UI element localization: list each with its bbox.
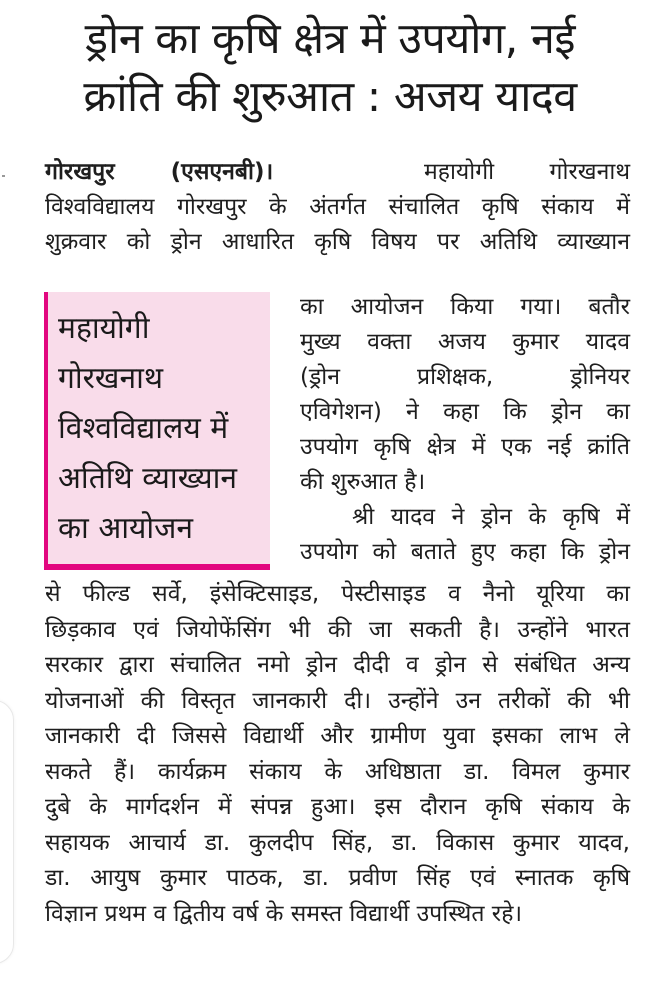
pull-quote-line: विश्वविद्यालय में — [58, 411, 229, 446]
body-line: डा. आयुष कुमार पाठक, डा. प्रवीण सिंह एवं स्नातक कृषि — [45, 865, 630, 891]
screen-edge-overlay — [0, 700, 14, 964]
body-line: मुख्य वक्ता अजय कुमार यादव — [300, 329, 630, 355]
pull-quote-line: महायोगी — [58, 311, 150, 346]
body-line: सकते हैं। कार्यक्रम संकाय के अधिष्ठाता डा. विमल कुमार — [45, 758, 630, 785]
pull-quote-line: अतिथि व्याख्यान — [58, 461, 238, 496]
body-line: विज्ञान प्रथम व द्वितीय वर्ष के समस्त विद्यार्थी उपस्थित रहे। — [45, 900, 523, 927]
intro-line-2: विश्वविद्यालय गोरखपुर के अंतर्गत संचालित कृषि संकाय में — [45, 194, 630, 220]
headline-line-1: ड्रोन का कृषि क्षेत्र में उपयोग, नई — [85, 14, 575, 64]
body-line: दुबे के मार्गदर्शन में संपन्न हुआ। इस दौरान कृषि संकाय के — [45, 794, 630, 820]
pull-quote-line: का आयोजन — [58, 511, 194, 546]
pull-quote-box — [44, 292, 270, 570]
body-line: एविगेशन) ने कहा कि ड्रोन का — [300, 399, 630, 425]
body-line: सरकार द्वारा संचालित नमो ड्रोन दीदी व ड्रोन से संबंधित अन्य — [45, 652, 630, 678]
body-line: (ड्रोन प्रशिक्षक, ड्रोनियर — [300, 364, 630, 390]
body-line: श्री यादव ने ड्रोन के कृषि में — [352, 504, 630, 530]
intro-paragraph — [45, 155, 630, 260]
right-column-paragraph — [300, 290, 630, 570]
body-line: उपयोग को बताते हुए कहा कि ड्रोन — [300, 539, 630, 565]
body-line: योजनाओं की विस्तृत जानकारी दी। उन्होंने उन तरीकों की भी — [45, 687, 630, 714]
pull-quote-line: गोरखनाथ — [58, 361, 164, 396]
body-line: जानकारी दी जिससे विद्यार्थी और ग्रामीण युवा इसका लाभ ले — [45, 723, 630, 749]
dateline: गोरखपुर (एसएनबी)। — [45, 159, 274, 185]
body-line: की शुरुआत है। — [300, 469, 426, 495]
body-line: छिड़काव एवं जियोफेंसिंग भी की जा सकती है। उन्होंने भारत — [45, 616, 630, 643]
headline — [40, 10, 620, 126]
headline-line-2: क्रांति की शुरुआत : अजय यादव — [83, 72, 577, 122]
body-line: उपयोग कृषि क्षेत्र में एक नई क्रांति — [300, 434, 630, 460]
body-line: से फील्ड सर्वे, इंसेक्टिसाइड, पेस्टीसाइड व नैनो यूरिया का — [45, 581, 630, 607]
body-line: का आयोजन किया गया। बतौर — [300, 294, 630, 320]
body-line: सहायक आचार्य डा. कुलदीप सिंह, डा. विकास कुमार यादव, — [45, 829, 630, 856]
intro-line-3: शुक्रवार को ड्रोन आधारित कृषि विषय पर अतिथि व्याख्यान — [45, 229, 630, 255]
edge-mark — [2, 175, 5, 177]
intro-line-1 — [45, 155, 630, 190]
full-width-paragraph — [45, 577, 630, 932]
intro-line-1-text: महायोगी गोरखनाथ — [424, 159, 631, 185]
